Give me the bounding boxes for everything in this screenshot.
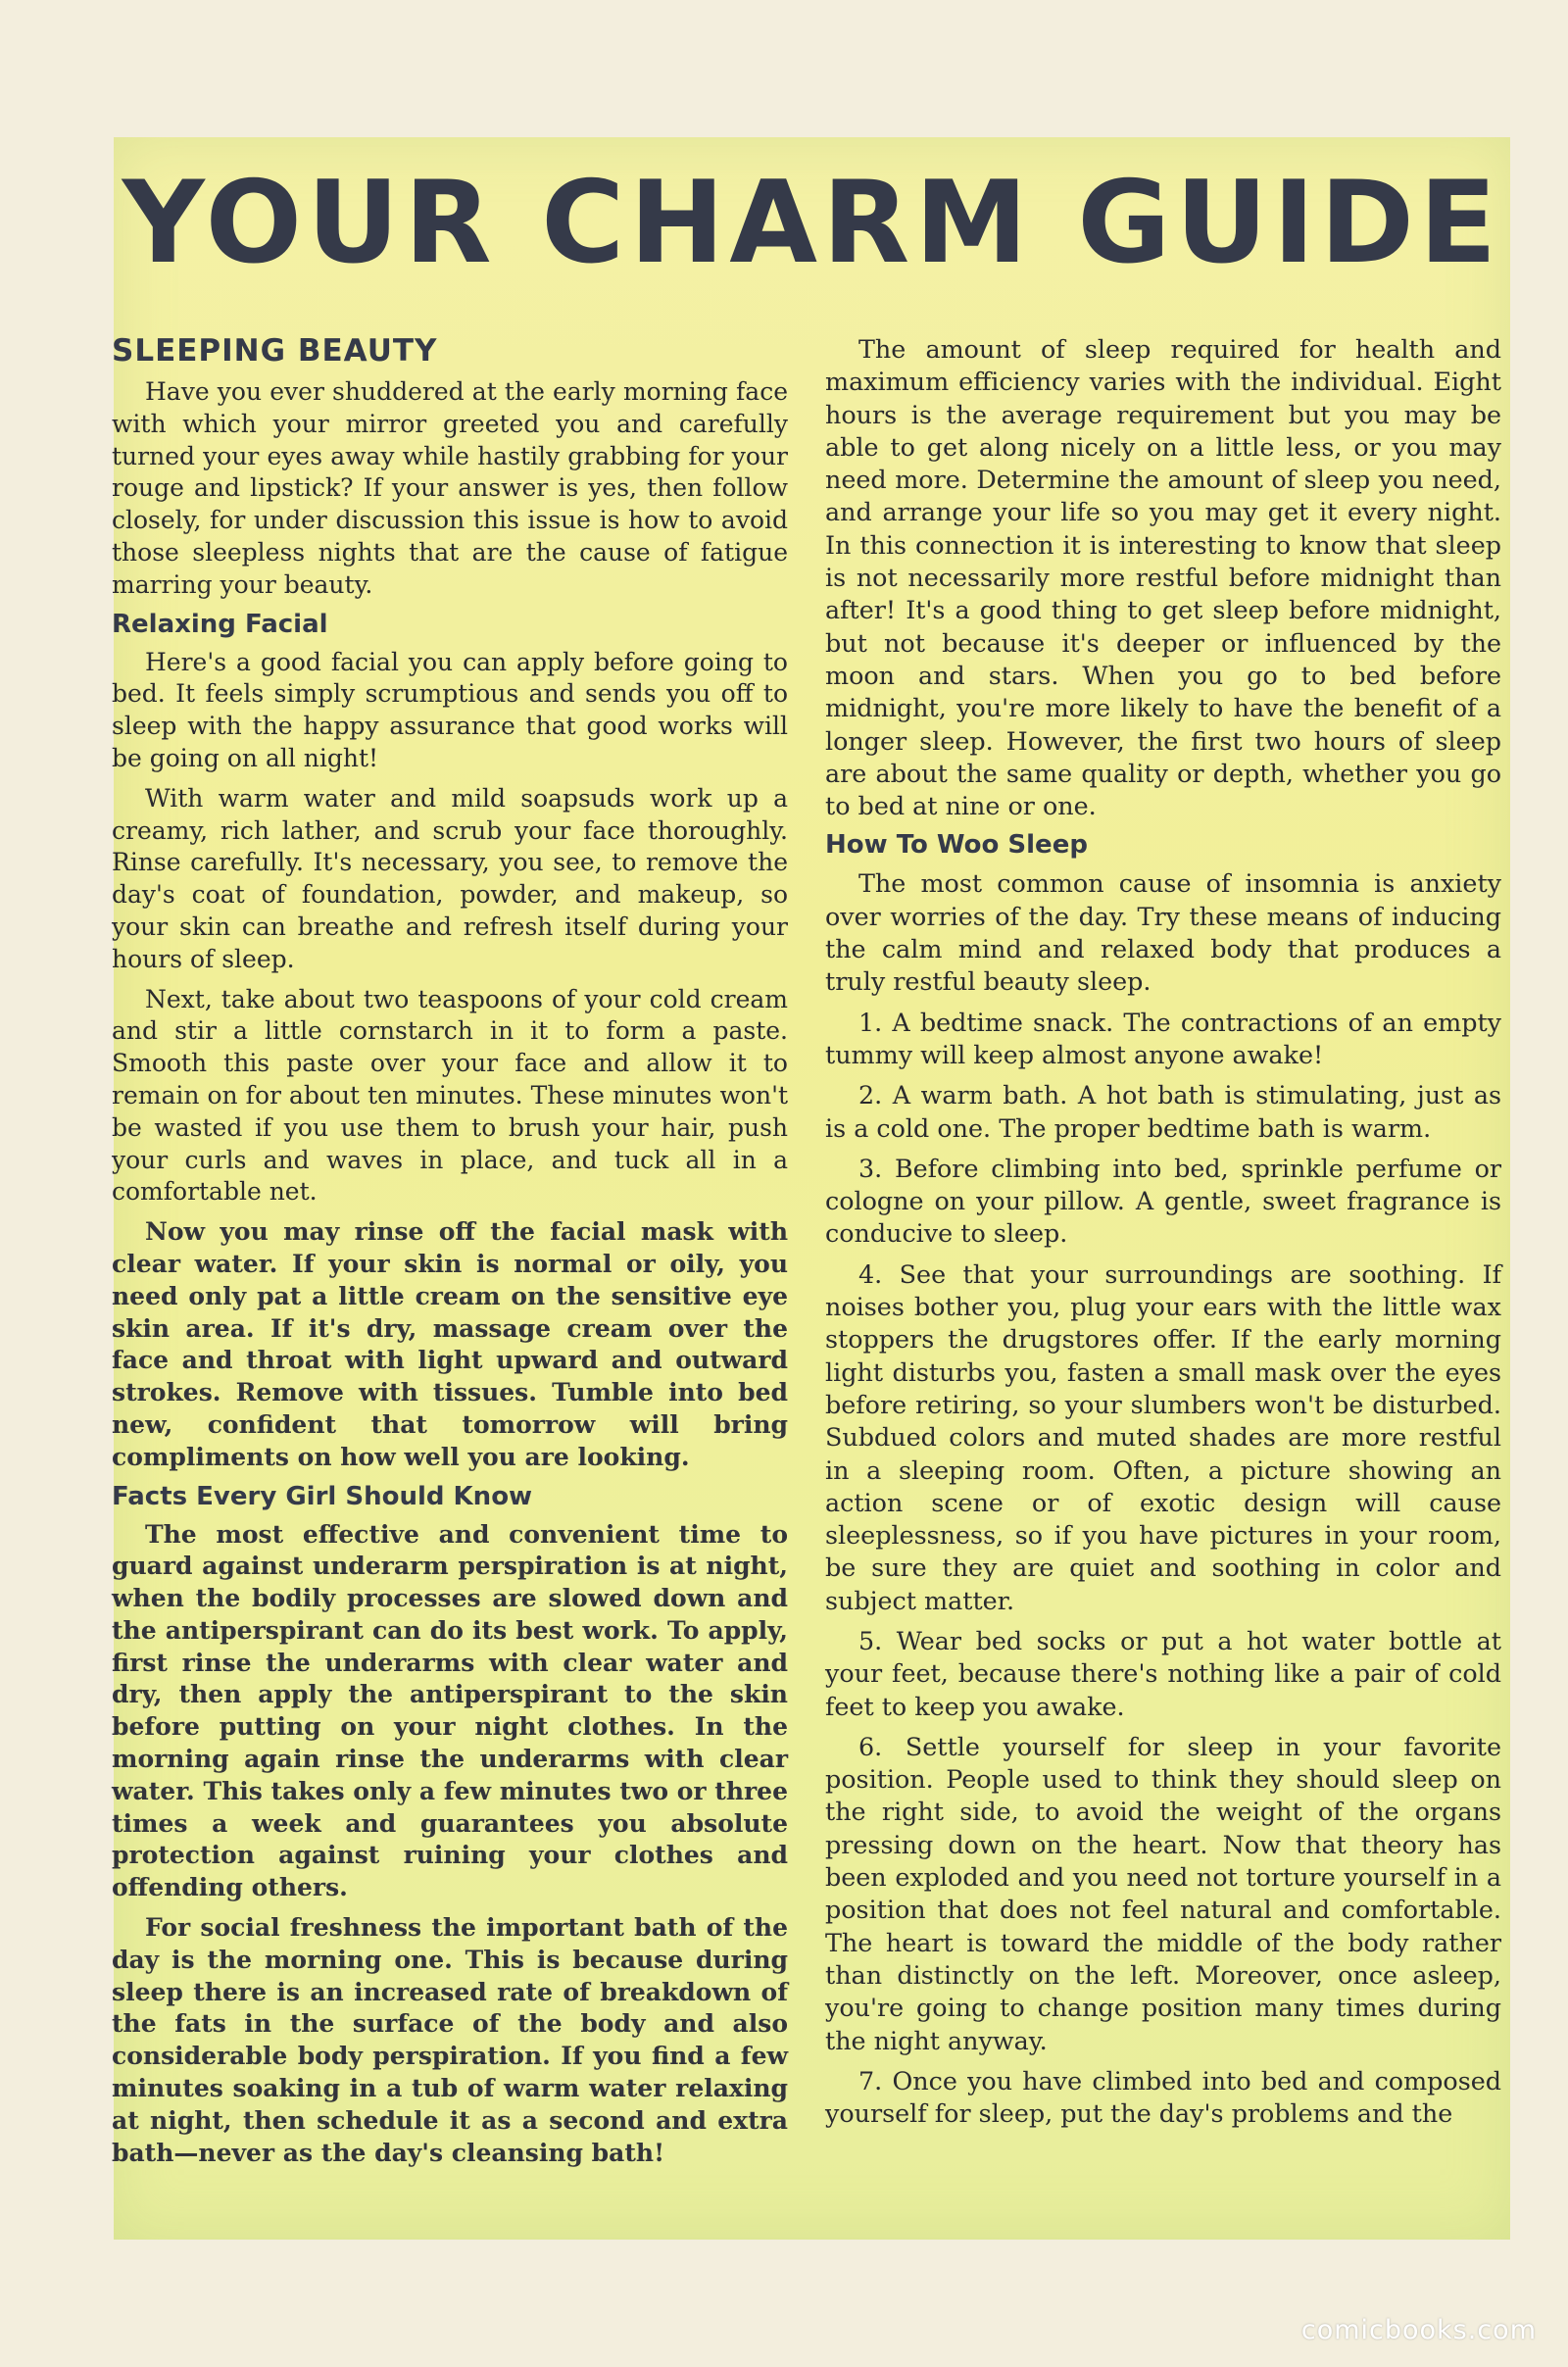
left-paragraph: Have you ever shuddered at the early morning face with which your mirror greeted you and carefully turned your eyes away while hastily grabbing for your rouge and lipstick? If your answer is yes, then follow closely, for under discussion this issue is how to avoid those sleepless nights that are the cause of fatigue marring your beauty. bbox=[112, 377, 788, 599]
left-paragraph: The most effective and convenient time to guard against underarm perspiration is at night, when the bodily processes are slowed down and the antiperspirant can do its best work. To apply, first rinse the underarms with clear water and dry, then apply the antiperspirant to the skin before putting on your night clothes. In the morning again rinse the underarms with clear water. This takes only a few minutes two or three times a week and guarantees you absolute protection against ruining your clothes and offending others. bbox=[112, 1519, 788, 1902]
right-paragraph: 7. Once you have climbed into bed and composed yourself for sleep, put the day's problems and the bbox=[825, 2065, 1501, 2129]
left-section-heading: Facts Every Girl Should Know bbox=[112, 1481, 533, 1511]
left-section-heading: Relaxing Facial bbox=[112, 609, 328, 639]
right-paragraph: 3. Before climbing into bed, sprinkle perfume or cologne on your pillow. A gentle, sweet fragrance is conducive to sleep. bbox=[825, 1153, 1501, 1249]
right-column bbox=[825, 333, 1501, 2138]
right-paragraph: 5. Wear bed socks or put a hot water bottle at your feet, because there's nothing like a pair of cold feet to keep you awake. bbox=[825, 1625, 1501, 1721]
left-column bbox=[112, 333, 788, 2177]
right-paragraph: 4. See that your surroundings are soothing. If noises bother you, plug your ears with the little wax stoppers the drugstores offer. If the early morning light disturbs you, fasten a small mask over the eyes before retiring, so your slumbers won't be disturbed. Subdued colors and muted shades are more restful in a sleeping room. Often, a picture showing an action scene or of exotic design will cause sleeplessness, so if you have pictures in your room, be sure they are quiet and soothing in color and subject matter. bbox=[825, 1258, 1501, 1615]
left-paragraph: Here's a good facial you can apply before going to bed. It feels simply scrumptious and sends you off to sleep with the happy assurance that good works will be going on all night! bbox=[112, 647, 788, 772]
right-paragraph: 1. A bedtime snack. The contractions of an empty tummy will keep almost anyone awake! bbox=[825, 1007, 1501, 1069]
right-paragraph: The amount of sleep required for health and maximum efficiency varies with the individual. Eight hours is the average requirement but you may be able to get along nicely on a little less, or you may need more. Determine the amount of sleep you need, and arrange your life so you may get it every night. In this connection it is interesting to know that sleep is not necessarily more restful before midnight than after! It's a good thing to get sleep before midnight, but not because it's deeper or influenced by the moon and stars. When you go to bed before midnight, you're more likely to have the benefit of a longer sleep. However, the first two hours of sleep are about the same quality or depth, whether you go to bed at nine or one. bbox=[825, 334, 1501, 821]
left-paragraph: Next, take about two teaspoons of your cold cream and stir a little cornstarch in it to form a paste. Smooth this paste over your face and allow it to remain on for about ten minutes. These minutes won't be wasted if you use them to brush your hair, push your curls and waves in place, and tuck all in a comfortable net. bbox=[112, 984, 788, 1207]
left-paragraph: For social freshness the important bath of the day is the morning one. This is because during sleep there is an increased rate of breakdown of the fats in the surface of the body and also considerable body perspiration. If you find a few minutes soaking in a tub of warm water relaxing at night, then schedule it as a second and extra bath—never as the day's cleansing bath! bbox=[112, 1913, 788, 2167]
right-section-heading: How To Woo Sleep bbox=[825, 830, 1088, 861]
right-paragraph: 6. Settle yourself for sleep in your favorite position. People used to think they should sleep on the right side, to avoid the weight of the organs pressing down on the heart. Now that theory has been exploded and you need not torture yourself in a position that does not feel natural and comfortable. The heart is toward the middle of the body rather than distinctly on the left. Moreover, once asleep, you're going to change position many times during the night anyway. bbox=[825, 1731, 1501, 2055]
right-paragraph: 2. A warm bath. A hot bath is stimulating, just as is a cold one. The proper bedtime bath is warm. bbox=[825, 1080, 1501, 1143]
page-title: YOUR CHARM GUIDE bbox=[122, 157, 1502, 289]
right-paragraph: The most common cause of insomnia is anxiety over worries of the day. Try these means of inducing the calm mind and relaxed body that produces a truly restful beauty sleep. bbox=[825, 868, 1501, 997]
watermark: comicbooks.com bbox=[1300, 2315, 1537, 2345]
left-paragraph: With warm water and mild soapsuds work up a creamy, rich lather, and scrub your face thoroughly. Rinse carefully. It's necessary, you see, to remove the day's coat of foundation, powder, and makeup, so your skin can breathe and refresh itself during your hours of sleep. bbox=[112, 783, 788, 973]
left-section-heading: SLEEPING BEAUTY bbox=[112, 333, 438, 369]
left-paragraph: Now you may rinse off the facial mask with clear water. If your skin is normal or oily, you need only pat a little cream on the sensitive eye skin area. If it's dry, massage cream over the face and throat with light upward and outward strokes. Remove with tissues. Tumble into bed new, confident that tomorrow will bring compliments on how well you are looking. bbox=[112, 1217, 788, 1471]
